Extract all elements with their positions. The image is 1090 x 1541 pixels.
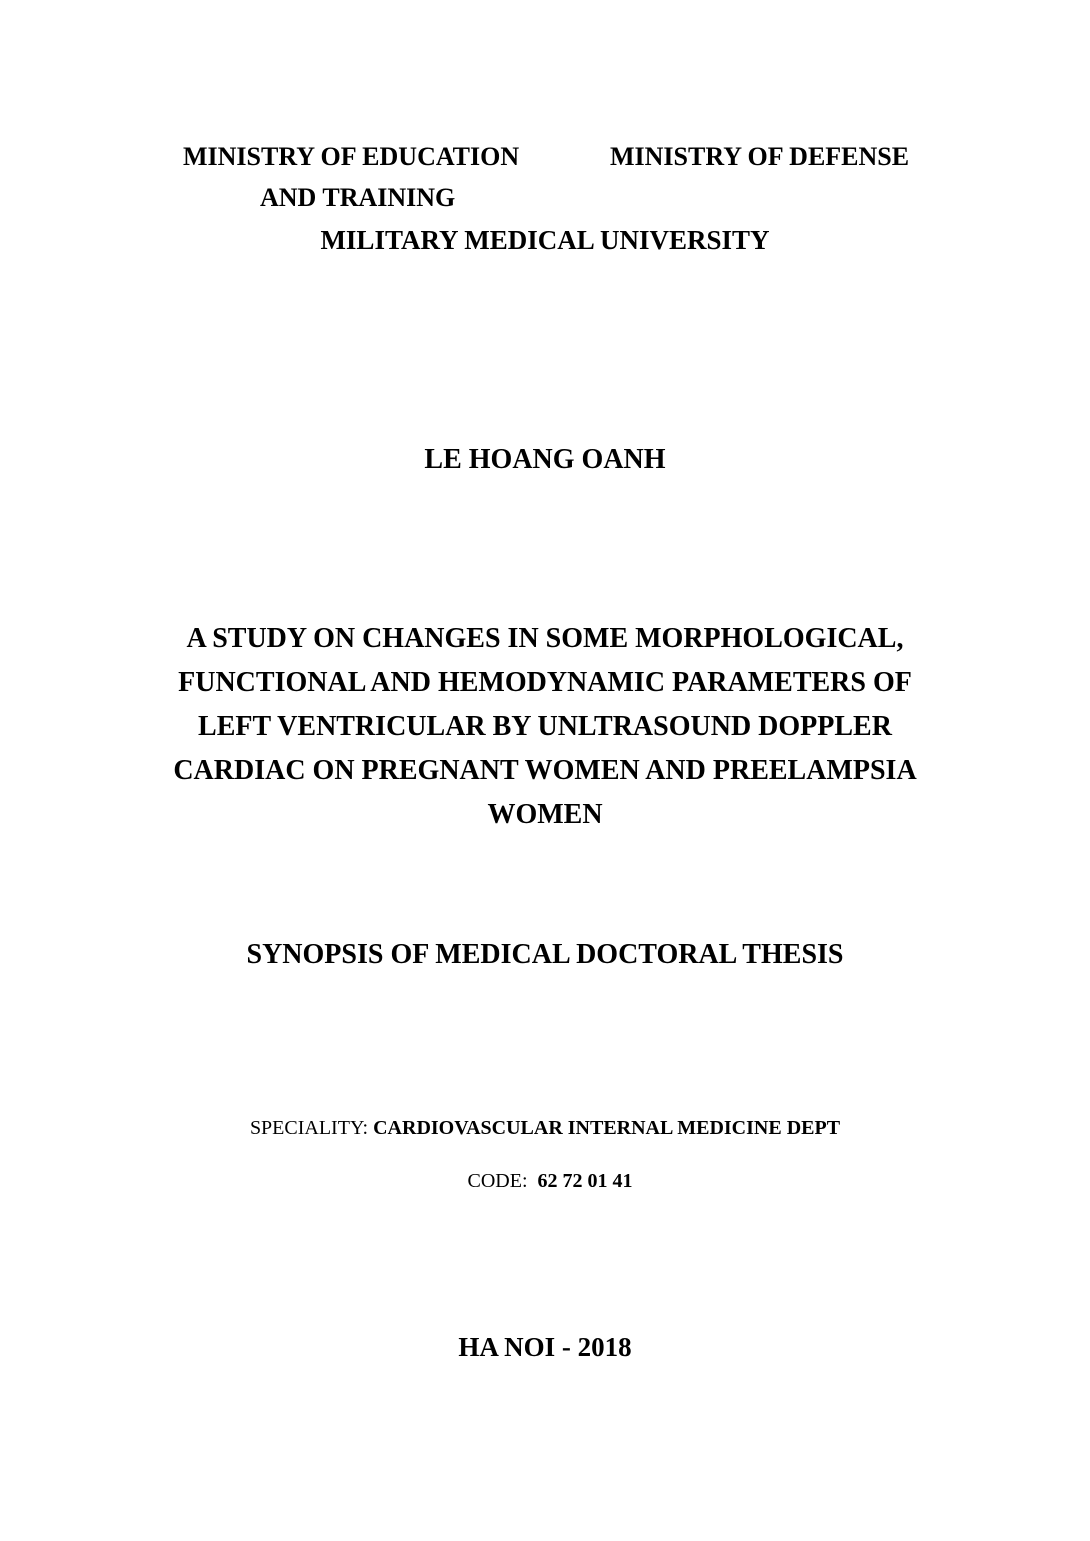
author-name: LE HOANG OANH	[424, 444, 666, 475]
speciality-label: SPECIALITY:	[249, 1117, 374, 1139]
place-year: HA NOI - 2018	[458, 1332, 632, 1362]
thesis-title	[0, 617, 1090, 837]
speciality-line	[0, 1118, 1090, 1138]
speciality-value: CARDIOVASCULAR INTERNAL MEDICINE DEPT	[373, 1117, 841, 1139]
code-value: 62 72 01 41	[537, 1170, 633, 1192]
title-line: LEFT VENTRICULAR BY UNLTRASOUND DOPPLER	[198, 711, 892, 742]
code-label: CODE:	[467, 1170, 538, 1192]
document-type: SYNOPSIS OF MEDICAL DOCTORAL THESIS	[246, 939, 844, 970]
title-line: WOMEN	[487, 799, 603, 830]
university-name: MILITARY MEDICAL UNIVERSITY	[320, 225, 770, 255]
title-line: FUNCTIONAL AND HEMODYNAMIC PARAMETERS OF	[178, 667, 912, 698]
title-line: A STUDY ON CHANGES IN SOME MORPHOLOGICAL,	[186, 623, 904, 654]
code-line	[0, 1151, 1090, 1191]
ministry-defense: MINISTRY OF DEFENSE	[610, 142, 910, 171]
title-line: CARDIAC ON PREGNANT WOMEN AND PREELAMPSIA	[173, 755, 917, 786]
ministry-education-line1: MINISTRY OF EDUCATION	[183, 142, 520, 171]
ministry-education-line2: AND TRAINING	[260, 183, 456, 212]
